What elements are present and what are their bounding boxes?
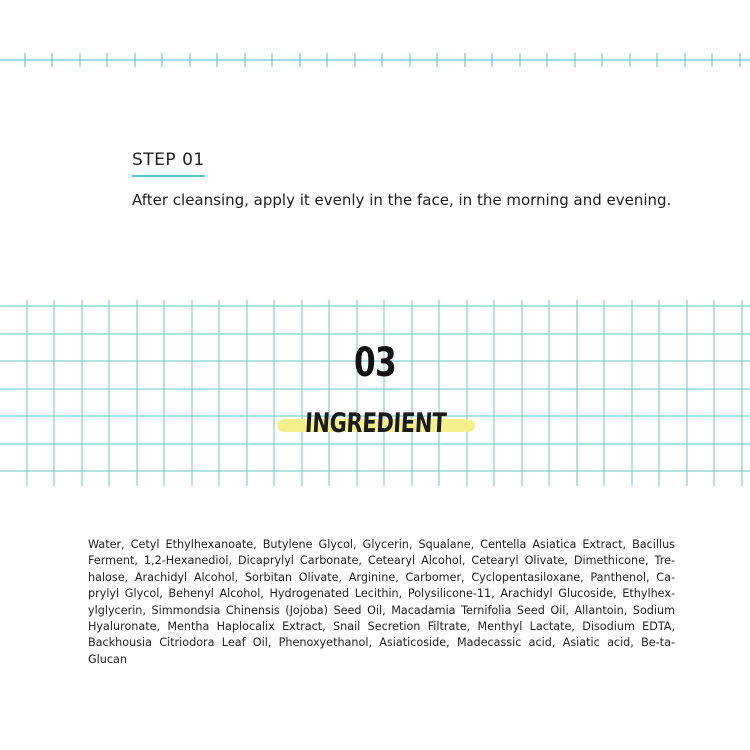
step-description: After cleansing, apply it evenly in the face, in the morning and evening. xyxy=(132,191,672,209)
grid-background xyxy=(0,298,750,488)
step-title: STEP 01 xyxy=(132,150,205,177)
section-number: 03 xyxy=(354,340,396,386)
ruler-divider xyxy=(0,52,750,72)
section-label-text: INGREDIENT xyxy=(303,408,447,439)
section-label xyxy=(285,408,466,439)
step-block xyxy=(132,150,671,209)
section-heading xyxy=(0,408,750,439)
ingredients-text: Water, Cetyl Ethylhexanoate, Butylene Glycol, Glycerin, Squalane, Centella Asiatica Extract, Bacillus Ferment, 1,2-Hexanediol, Dicaprylyl Carbonate, Cetearyl Alcohol, Cetearyl Olivate, Dimethicone, Tre-halose, Arachidyl Alcohol, Sorbitan Olivate, Arginine, Carbomer, Cyclopentasiloxane, Panthenol, Ca-prylyl Glycol, Behenyl Alcohol, Hydrogenated Lecithin, Polysilicone-11, Arachidyl Glucoside, Ethylhex-ylglycerin, Simmondsia Chinensis (Jojoba) Seed Oil, Macadamia Ternifolia Seed Oil, Allantoin, Sodium Hyaluronate, Mentha Haplocalix Extract, Snail Secretion Filtrate, Menthyl Lactate, Disodium EDTA, Backhousia Citriodora Leaf Oil, Phenoxyethanol, Asiaticoside, Madecassic acid, Asiatic acid, Be-ta-Glucan xyxy=(88,538,675,666)
